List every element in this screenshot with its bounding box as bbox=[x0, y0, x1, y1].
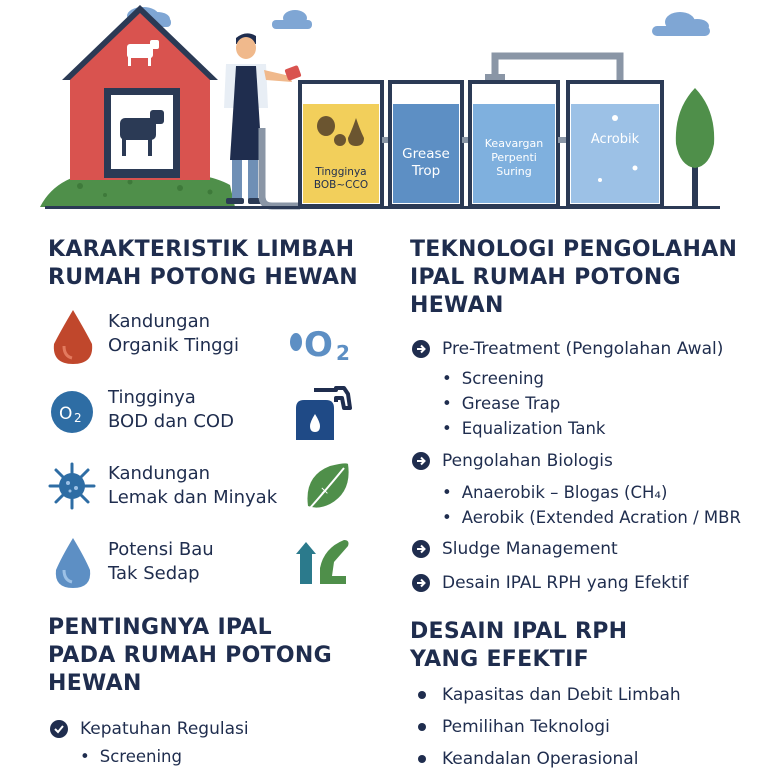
karakteristik-item-3 bbox=[108, 462, 277, 510]
tree-icon bbox=[676, 88, 714, 206]
teknologi-sub-equalization-tank: • Equalization Tank bbox=[442, 418, 605, 440]
karakteristik-item-4 bbox=[108, 538, 214, 586]
pentingnya-title-line-1: PENTINGNYA IPAL bbox=[48, 615, 272, 640]
karakteristik-item-2-line-1: Tingginya bbox=[108, 387, 196, 408]
tank-label-4-text: Acrobik bbox=[590, 132, 640, 147]
desain-item-1 bbox=[418, 684, 681, 706]
arrow-right-circle-icon bbox=[412, 540, 430, 558]
teknologi-group-biologis bbox=[412, 450, 613, 472]
desain-item-3-label: Keandalan Operasional bbox=[442, 749, 639, 768]
karakteristik-item-2 bbox=[108, 386, 234, 434]
tank-grease-trap bbox=[390, 82, 462, 206]
tank-label-4 bbox=[570, 132, 660, 148]
tank-label-1-line-1: Tingginya BOB~CCO bbox=[313, 166, 369, 192]
teknologi-group-pretreatment bbox=[412, 338, 723, 360]
tap-water-icon bbox=[292, 384, 354, 442]
tank-label-2 bbox=[392, 146, 460, 180]
karakteristik-title bbox=[48, 236, 358, 292]
teknologi-group-desain bbox=[412, 572, 689, 594]
cloud-icon bbox=[652, 12, 710, 36]
tank-label-2-text: Grease Trop bbox=[402, 146, 450, 179]
desain-item-2-label: Pemilihan Teknologi bbox=[442, 717, 610, 737]
svg-text:2: 2 bbox=[74, 411, 82, 425]
pentingnya-sub-item-1: • Screening bbox=[80, 746, 182, 768]
desain-title-line-1: DESAIN IPAL RPH bbox=[410, 619, 628, 644]
bacteria-icon bbox=[48, 462, 96, 510]
arrow-right-circle-icon bbox=[412, 574, 430, 592]
bullet-dot bbox=[418, 723, 426, 731]
arrow-right-circle-icon bbox=[412, 452, 430, 470]
teknologi-sub-grease-trap: • Grease Trap bbox=[442, 393, 560, 415]
teknologi-group-4-label: Desain IPAL RPH yang Efektif bbox=[442, 573, 689, 593]
karakteristik-item-3-line-1: Kandungan bbox=[108, 463, 211, 484]
teknologi-title bbox=[410, 236, 737, 320]
karakteristik-item-1 bbox=[108, 310, 239, 358]
desain-title bbox=[410, 618, 627, 674]
bullet-dot bbox=[418, 755, 426, 763]
desain-title-line-2: YANG EFEKTIF bbox=[410, 647, 589, 672]
barn-icon bbox=[62, 5, 218, 180]
desain-item-1-label: Kapasitas dan Debit Limbah bbox=[442, 685, 681, 705]
tank-label-3 bbox=[472, 137, 556, 178]
karakteristik-item-2-line-2: BOD dan COD bbox=[108, 411, 234, 432]
slaughterhouse-wastewater-scene bbox=[0, 0, 768, 215]
teknologi-group-sludge bbox=[412, 538, 618, 560]
cloud-icon bbox=[272, 10, 312, 29]
pentingnya-title-line-2: PADA RUMAH POTONG bbox=[48, 643, 332, 668]
teknologi-group-3-label: Sludge Management bbox=[442, 539, 618, 559]
water-drop-icon bbox=[52, 536, 94, 590]
karakteristik-item-1-line-2: Organik Tinggi bbox=[108, 335, 239, 356]
teknologi-sub-aerobik: • Aerobik (Extended Acration / MBR bbox=[442, 507, 741, 529]
o2-icon bbox=[50, 390, 94, 434]
blood-drop-icon bbox=[50, 308, 96, 366]
hero-illustration bbox=[0, 0, 768, 215]
karakteristik-item-1-line-1: Kandungan bbox=[108, 311, 211, 332]
o2-bubbles-icon bbox=[288, 318, 358, 364]
pentingnya-item-1 bbox=[50, 718, 249, 740]
check-circle-icon bbox=[50, 720, 68, 738]
karakteristik-item-4-line-1: Potensi Bau bbox=[108, 539, 214, 560]
pentingnya-title bbox=[48, 614, 332, 698]
arrow-right-circle-icon bbox=[412, 340, 430, 358]
svg-text:×: × bbox=[320, 484, 330, 497]
pentingnya-item-1-label: Kepatuhan Regulasi bbox=[80, 719, 249, 739]
leaf-icon bbox=[300, 460, 354, 514]
bullet-dot bbox=[418, 691, 426, 699]
desain-item-3 bbox=[418, 748, 638, 768]
karakteristik-title-line-1: KARAKTERISTIK LIMBAH bbox=[48, 237, 355, 262]
karakteristik-item-4-line-2: Tak Sedap bbox=[108, 563, 200, 584]
svg-text:O: O bbox=[59, 404, 73, 424]
teknologi-title-line-3: HEWAN bbox=[410, 293, 504, 318]
tank-label-1 bbox=[302, 166, 380, 192]
tank-label-3-text: Keavargan Perpenti Suring bbox=[484, 137, 544, 178]
teknologi-group-1-label: Pre-Treatment (Pengolahan Awal) bbox=[442, 339, 724, 359]
svg-text:2: 2 bbox=[336, 341, 350, 364]
teknologi-group-2-label: Pengolahan Biologis bbox=[442, 451, 613, 471]
teknologi-sub-screening: • Screening bbox=[442, 368, 544, 390]
svg-text:O: O bbox=[304, 325, 333, 364]
growth-arrow-icon bbox=[294, 534, 354, 588]
karakteristik-item-3-line-2: Lemak dan Minyak bbox=[108, 487, 278, 508]
desain-item-2 bbox=[418, 716, 610, 738]
teknologi-title-line-2: IPAL RUMAH POTONG bbox=[410, 265, 681, 290]
teknologi-title-line-1: TEKNOLOGI PENGOLAHAN bbox=[410, 237, 738, 262]
pentingnya-title-line-3: HEWAN bbox=[48, 671, 142, 696]
teknologi-sub-anaerobik: • Anaerobik – Blogas (CH₄) bbox=[442, 482, 667, 504]
karakteristik-title-line-2: RUMAH POTONG HEWAN bbox=[48, 265, 359, 290]
